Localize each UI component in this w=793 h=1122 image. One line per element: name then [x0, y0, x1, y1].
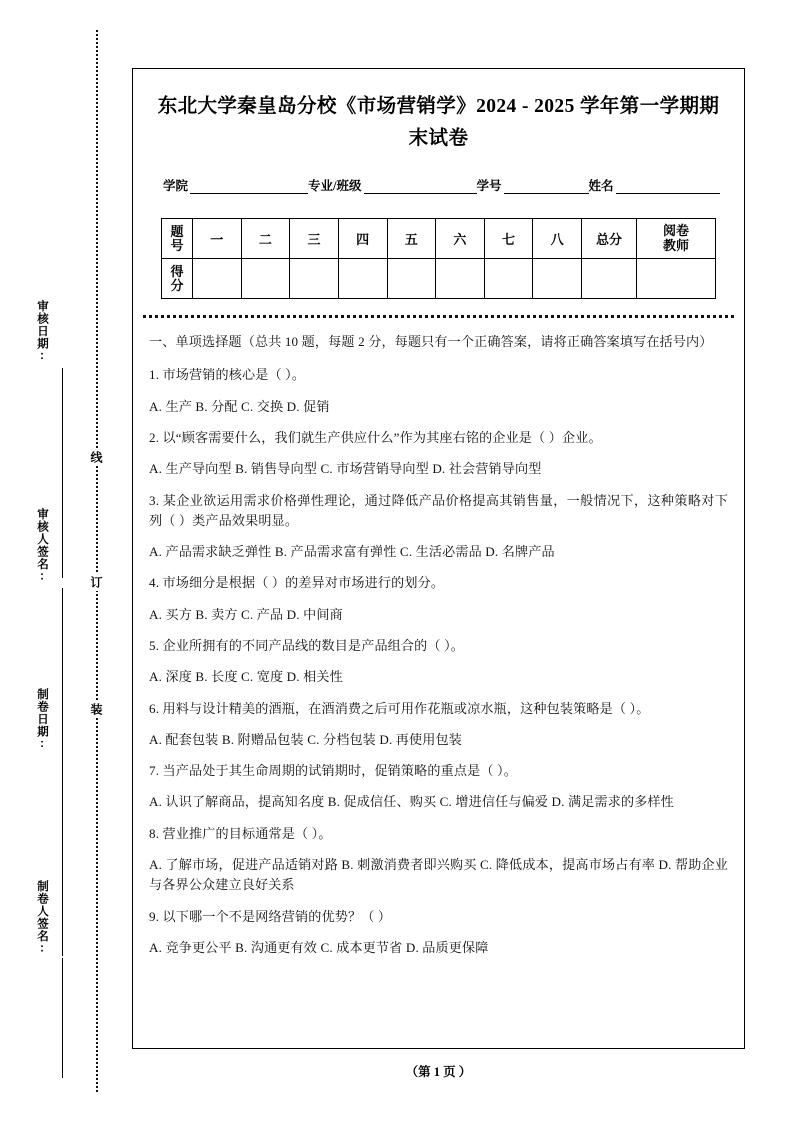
question-5-options: A. 深度 B. 长度 C. 宽度 D. 相关性: [149, 669, 343, 685]
margin-label-reviewer-signature: 审核人签名:: [36, 508, 48, 584]
score-cell-2[interactable]: [241, 259, 290, 299]
field-label-student-id: 学号: [476, 179, 502, 194]
score-col-8: 八: [533, 219, 582, 259]
score-col-6: 六: [436, 219, 485, 259]
score-header-line2: 分: [170, 277, 184, 293]
score-col-1: 一: [193, 219, 242, 259]
table-row-question-numbers: [162, 219, 716, 259]
binding-dotted-line: [96, 30, 98, 1092]
table-row-scores: [162, 259, 716, 299]
question-7-text: 7. 当产品处于其生命周期的试销期时，促销策略的重点是（ ）。: [149, 763, 517, 779]
page-number-label: （第 1 页 ）: [405, 1065, 472, 1079]
question-5-text: 5. 企业所拥有的不同产品线的数目是产品组合的（ ）。: [149, 637, 465, 653]
score-cell-6[interactable]: [436, 259, 485, 299]
margin-rule-review-date: [62, 368, 63, 578]
field-input-student-id[interactable]: [504, 180, 589, 194]
field-input-name[interactable]: [616, 180, 720, 194]
score-cell-3[interactable]: [290, 259, 339, 299]
question-1-options: A. 生产 B. 分配 C. 交换 D. 促销: [149, 398, 330, 414]
margin-label-review-date: 审核日期:: [36, 300, 48, 363]
teacher-label-line1: 阅卷: [662, 222, 689, 238]
field-label-college: 学院: [163, 179, 189, 194]
question-1-text: 1. 市场营销的核心是（ ）。: [149, 367, 306, 383]
row-header-question-number: [162, 219, 193, 259]
score-cell-8[interactable]: [533, 259, 582, 299]
row-header-line2: 号: [170, 237, 184, 253]
score-cell-7[interactable]: [484, 259, 533, 299]
score-col-2: 二: [241, 219, 290, 259]
question-2-text: 2. 以“顾客需要什么，我们就生产供应什么”作为其座右铭的企业是（ ）企业。: [149, 430, 602, 445]
score-table: [161, 218, 716, 299]
score-col-3: 三: [290, 219, 339, 259]
margin-rule-prepare-date: [62, 756, 63, 956]
score-col-5: 五: [387, 219, 436, 259]
question-6-options: A. 配套包装 B. 附赠品包装 C. 分档包装 D. 再使用包装: [149, 731, 463, 747]
field-label-major-class: 专业/班级: [308, 179, 362, 194]
score-col-grading-teacher: [637, 219, 716, 259]
score-header-line1: 得: [170, 264, 184, 280]
question-body: [149, 332, 728, 958]
binding-char-seal: 装: [89, 700, 105, 718]
score-cell-4[interactable]: [338, 259, 387, 299]
binding-char-line: 线: [89, 448, 105, 466]
question-6-text: 6. 用料与设计精美的酒瓶，在酒消费之后可用作花瓶或凉水瓶，这种包装策略是（ ）。: [149, 700, 650, 716]
margin-rule-preparer-signature: [62, 958, 63, 1078]
field-input-major-class[interactable]: [364, 180, 477, 194]
question-2-options: A. 生产导向型 B. 销售导向型 C. 市场营销导向型 D. 社会营销导向型: [149, 461, 542, 477]
question-4-options: A. 买方 B. 卖方 C. 产品 D. 中间商: [149, 606, 343, 622]
score-cell-total[interactable]: [582, 259, 637, 299]
score-col-4: 四: [338, 219, 387, 259]
dotted-divider: [143, 315, 734, 318]
binding-char-bind: 订: [89, 573, 105, 591]
question-7-options: A. 认识了解商品，提高知名度 B. 促成信任、购买 C. 增进信任与偏爱 D. 满足需求的多样性: [149, 794, 674, 810]
page-footer: [132, 1062, 745, 1080]
question-8-text: 8. 营业推广的目标通常是（ ）。: [149, 825, 332, 841]
section-heading-1: 一、单项选择题（总共 10 题，每题 2 分，每题只有一个正确答案，请将正确答案填写在括号内）: [149, 334, 713, 350]
question-3-options: A. 产品需求缺乏弹性 B. 产品需求富有弹性 C. 生活必需品 D. 名牌产品: [149, 544, 555, 560]
score-table-wrapper: [161, 218, 716, 299]
question-9-text: 9. 以下哪一个不是网络营销的优势？（ ）: [149, 908, 392, 924]
score-col-7: 七: [484, 219, 533, 259]
page-title: 东北大学秦皇岛分校《市场营销学》2024 - 2025 学年第一学期期末试卷: [157, 96, 720, 149]
teacher-label-line2: 教师: [662, 237, 689, 253]
score-col-total: 总分: [582, 219, 637, 259]
margin-label-prepare-date: 制卷日期:: [36, 688, 48, 751]
student-info-line: [163, 176, 722, 194]
question-4-text: 4. 市场细分是根据（ ）的差异对市场进行的划分。: [149, 575, 445, 591]
row-header-score: [162, 259, 193, 299]
left-margin-annotations: [0, 0, 120, 1122]
margin-rule-reviewer-signature: [62, 588, 63, 778]
field-input-college[interactable]: [190, 180, 308, 194]
score-cell-5[interactable]: [387, 259, 436, 299]
row-header-line1: 题: [170, 224, 184, 240]
question-3-text: 3. 某企业欲运用需求价格弹性理论，通过降低产品价格提高其销售量，一般情况下，这种策略对下列（ ）类产品效果明显。: [149, 492, 728, 528]
question-9-options: A. 竞争更公平 B. 沟通更有效 C. 成本更节省 D. 品质更保障: [149, 939, 489, 955]
margin-label-preparer-signature: 制卷人签名:: [36, 880, 48, 956]
score-cell-1[interactable]: [193, 259, 242, 299]
question-8-options: A. 了解市场，促进产品适销对路 B. 刺激消费者即兴购买 C. 降低成本，提高市场占有率 D. 帮助企业与各界公众建立良好关系: [149, 856, 728, 893]
field-label-name: 姓名: [588, 179, 614, 194]
score-cell-grading-teacher[interactable]: [637, 259, 716, 299]
exam-sheet: [132, 68, 745, 1049]
